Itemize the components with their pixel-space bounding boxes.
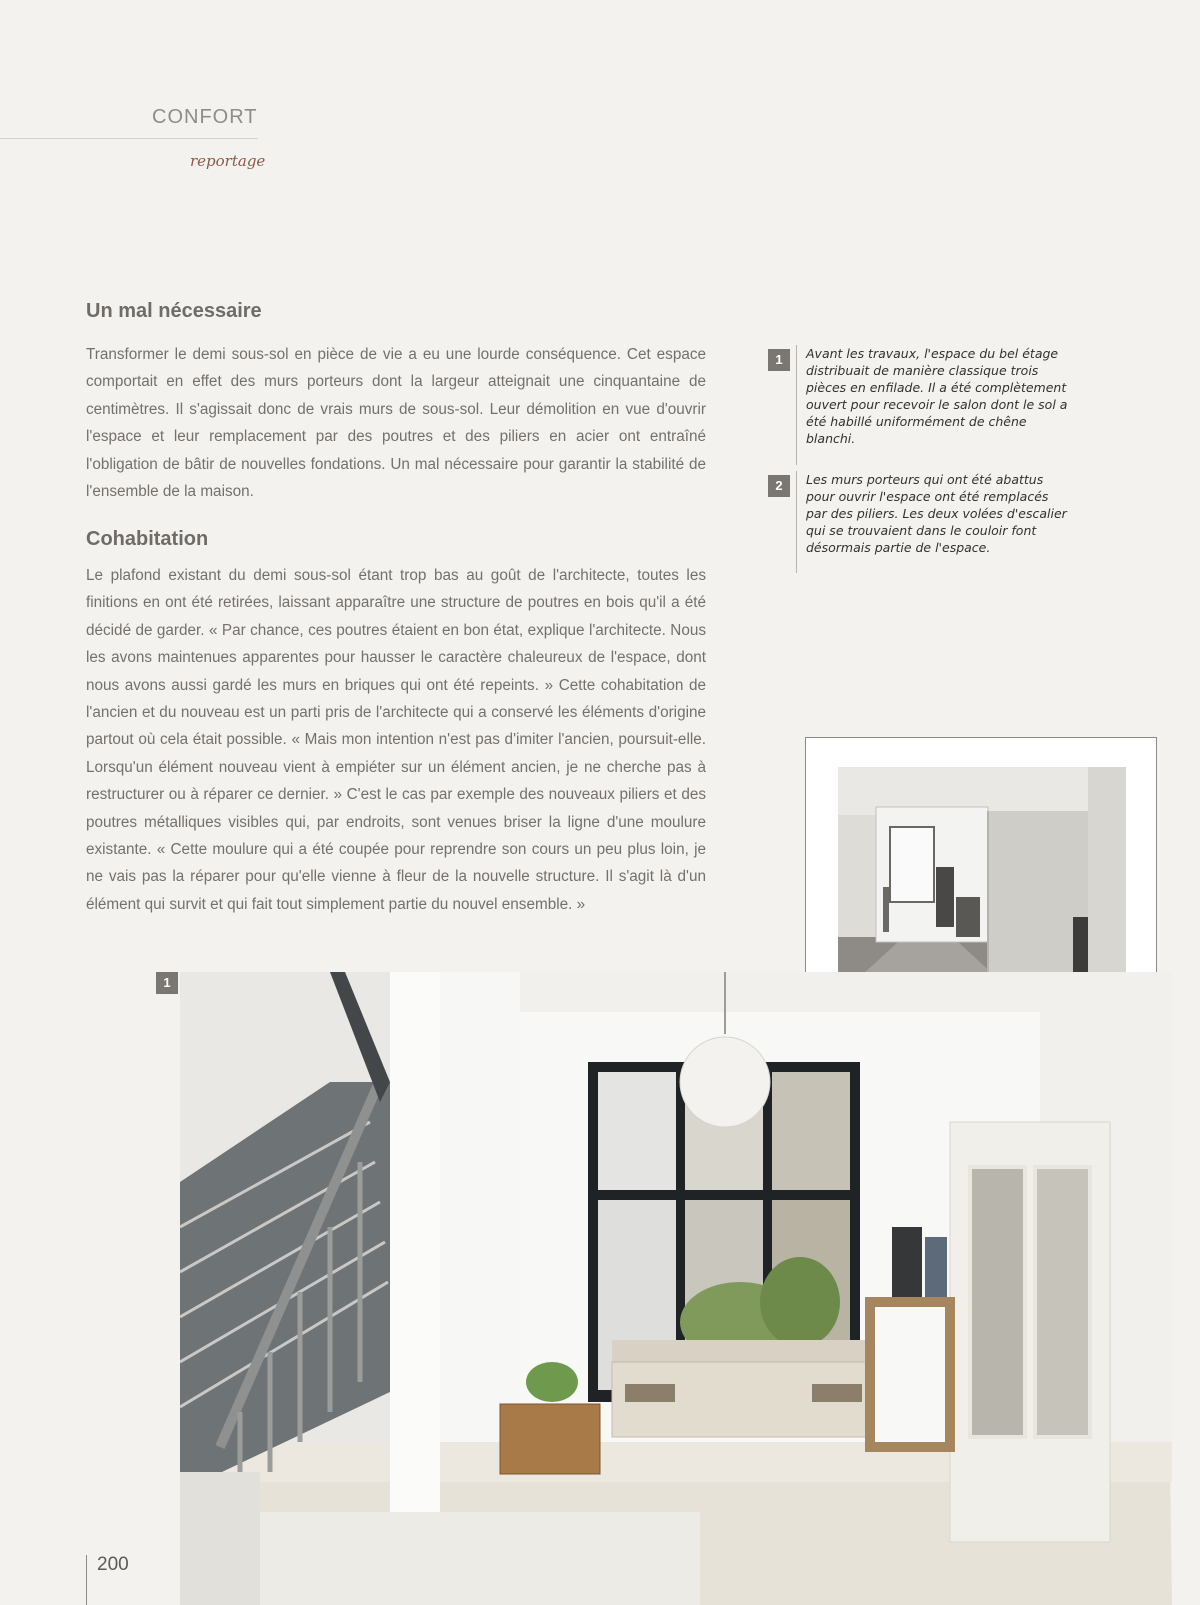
header-rule xyxy=(0,138,258,139)
interior-photo-drawing xyxy=(180,972,1172,1605)
subsection-label: reportage xyxy=(190,152,266,170)
caption-number-1: 1 xyxy=(768,349,790,371)
caption-rule-2 xyxy=(796,471,797,573)
main-interior-photo xyxy=(180,972,1172,1605)
inset-photo-drawing xyxy=(838,767,1126,997)
caption-number-2: 2 xyxy=(768,475,790,497)
caption-rule-1 xyxy=(796,345,797,465)
page-number: 200 xyxy=(97,1554,129,1575)
caption-text-2: Les murs porteurs qui ont été abattus pour ouvrir l'espace ont été remplacés par des piliers. Les deux volées d'escalier qui se trouvaient dans le couloir font désormais partie de l'espace. xyxy=(806,472,1067,555)
heading-un-mal-necessaire: Un mal nécessaire xyxy=(86,300,262,322)
caption-text-1: Avant les travaux, l'espace du bel étage distribuait de manière classique trois pièces en enfilade. Il a été complètement ouvert pour recevoir le salon dont le sol a été habillé uniformément de chêne blanchi. xyxy=(806,346,1068,446)
paragraph-1: Transformer le demi sous-sol en pièce de vie a eu une lourde conséquence. Cet espace comportait en effet des murs porteurs dont la largeur atteignait une cinquantaine de centimètres. Il s'agissait donc de vrais murs de sous-sol. Leur démolition en vue d'ouvrir l'espace et leur remplacement par des poutres et des piliers en acier ont entraîné l'obligation de bâtir de nouvelles fondations. Un mal nécessaire pour garantir la stabilité de l'ensemble de la maison. xyxy=(86,346,706,501)
paragraph-2: Le plafond existant du demi sous-sol étant trop bas au goût de l'architecte, toutes les finitions en ont été retirées, laissant apparaître une structure de poutres en bois qu'il a été décidé de garder. « Par chance, ces poutres étaient en bon état, explique l'architecte. Nous les avons maintenues apparentes pour hausser le caractère chaleureux de l'espace, dont nous avons aussi gardé les murs en briques qui ont été repeints. » Cette cohabitation de l'ancien et du nouveau est un parti pris de l'architecte qui a conservé les éléments d'origine partout où cela était possible. « Mais mon intention n'est pas d'imiter l'ancien, poursuit-elle. Lorsqu'un élément nouveau vient à empiéter sur un élément ancien, je ne cherche pas à restructurer ou à réparer ce dernier. » C'est le cas par exemple des nouveaux piliers et des poutres métalliques visibles qui, par endroits, sont venues briser la ligne d'une moulure existante. « Cette moulure qui a été coupée pour reprendre son cours un peu plus loin, je ne vais pas la réparer pour qu'elle vienne à fleur de la nouvelle structure. Il s'agit là d'un élément qui survit et qui fait tout simplement partie du nouvel ensemble. » xyxy=(86,567,706,913)
inset-before-photo xyxy=(838,767,1126,997)
section-label: CONFORT xyxy=(152,106,258,128)
photo-badge: 1 xyxy=(156,972,178,994)
page-number-rule xyxy=(86,1555,87,1605)
heading-cohabitation: Cohabitation xyxy=(86,528,209,550)
